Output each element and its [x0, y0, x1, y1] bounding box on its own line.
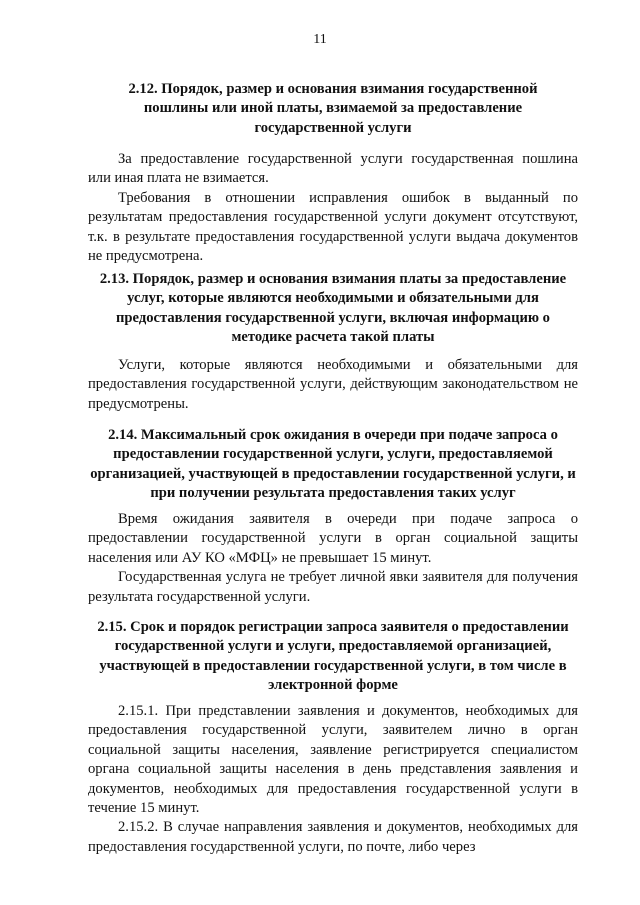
section-heading: 2.15. Срок и порядок регистрации запроса заявителя о предоставлении государственной услуги и услуги, предоставляемой организацией, участвующей в предоставлении государственной услуги, в том числе в электронной форме — [97, 619, 569, 694]
section-2-13 — [88, 270, 578, 348]
paragraph: 2.15.1. При представлении заявления и документов, необходимых для предоставления государственной услуги, заявителем лично в орган социальной защиты населения, заявление регистрируется специалистом органа социальной защиты населения в день представления заявления и документов, необходимых для предоставления государственной услуги в течение 15 минут. — [88, 703, 578, 817]
paragraph: Государственная услуга не требует личной явки заявителя для получения результата государственной услуги. — [88, 569, 578, 605]
section-2-12 — [88, 80, 578, 138]
section-2-15-body — [88, 702, 578, 857]
paragraph: 2.15.2. В случае направления заявления и документов, необходимых для предоставления государственной услуги, по почте, либо через — [88, 819, 578, 855]
paragraph: Требования в отношении исправления ошибок в выданный по результатам предоставления государственной услуги документ отсутствуют, т.к. в результате предоставления государственной услуги выдача документов не предусмотрена. — [88, 189, 578, 265]
section-2-14-body — [88, 510, 578, 607]
paragraph: Время ожидания заявителя в очереди при подаче запроса о предоставлении государственной услуги в орган социальной защиты населения или АУ КО «МФЦ» не превышает 15 минут. — [88, 511, 578, 566]
section-2-12-body — [88, 150, 578, 266]
section-heading: 2.13. Порядок, размер и основания взимания платы за предоставление услуг, которые являются необходимыми и обязательными для предоставления государственной услуги, включая информацию о методике расчета такой платы — [99, 271, 567, 346]
page-number: 11 — [313, 32, 327, 47]
section-heading: 2.14. Максимальный срок ожидания в очереди при подаче запроса о предоставлении государственной услуги, услуги, предоставляемой организацией, участвующей в предоставлении государственной услуги, и при получении результата предоставления таких услуг — [90, 427, 576, 502]
paragraph: Услуги, которые являются необходимыми и обязательными для предоставления государственной услуги, действующим законодательством не предусмотрены. — [88, 357, 578, 412]
section-2-13-body — [88, 356, 578, 414]
section-2-15 — [88, 618, 578, 696]
section-2-14 — [88, 426, 578, 504]
paragraph: За предоставление государственной услуги государственная пошлина или иная плата не взимается. — [88, 151, 578, 187]
section-heading: 2.12. Порядок, размер и основания взимания государственной пошлины или иной платы, взимаемой за предоставление государственной услуги — [128, 81, 538, 136]
